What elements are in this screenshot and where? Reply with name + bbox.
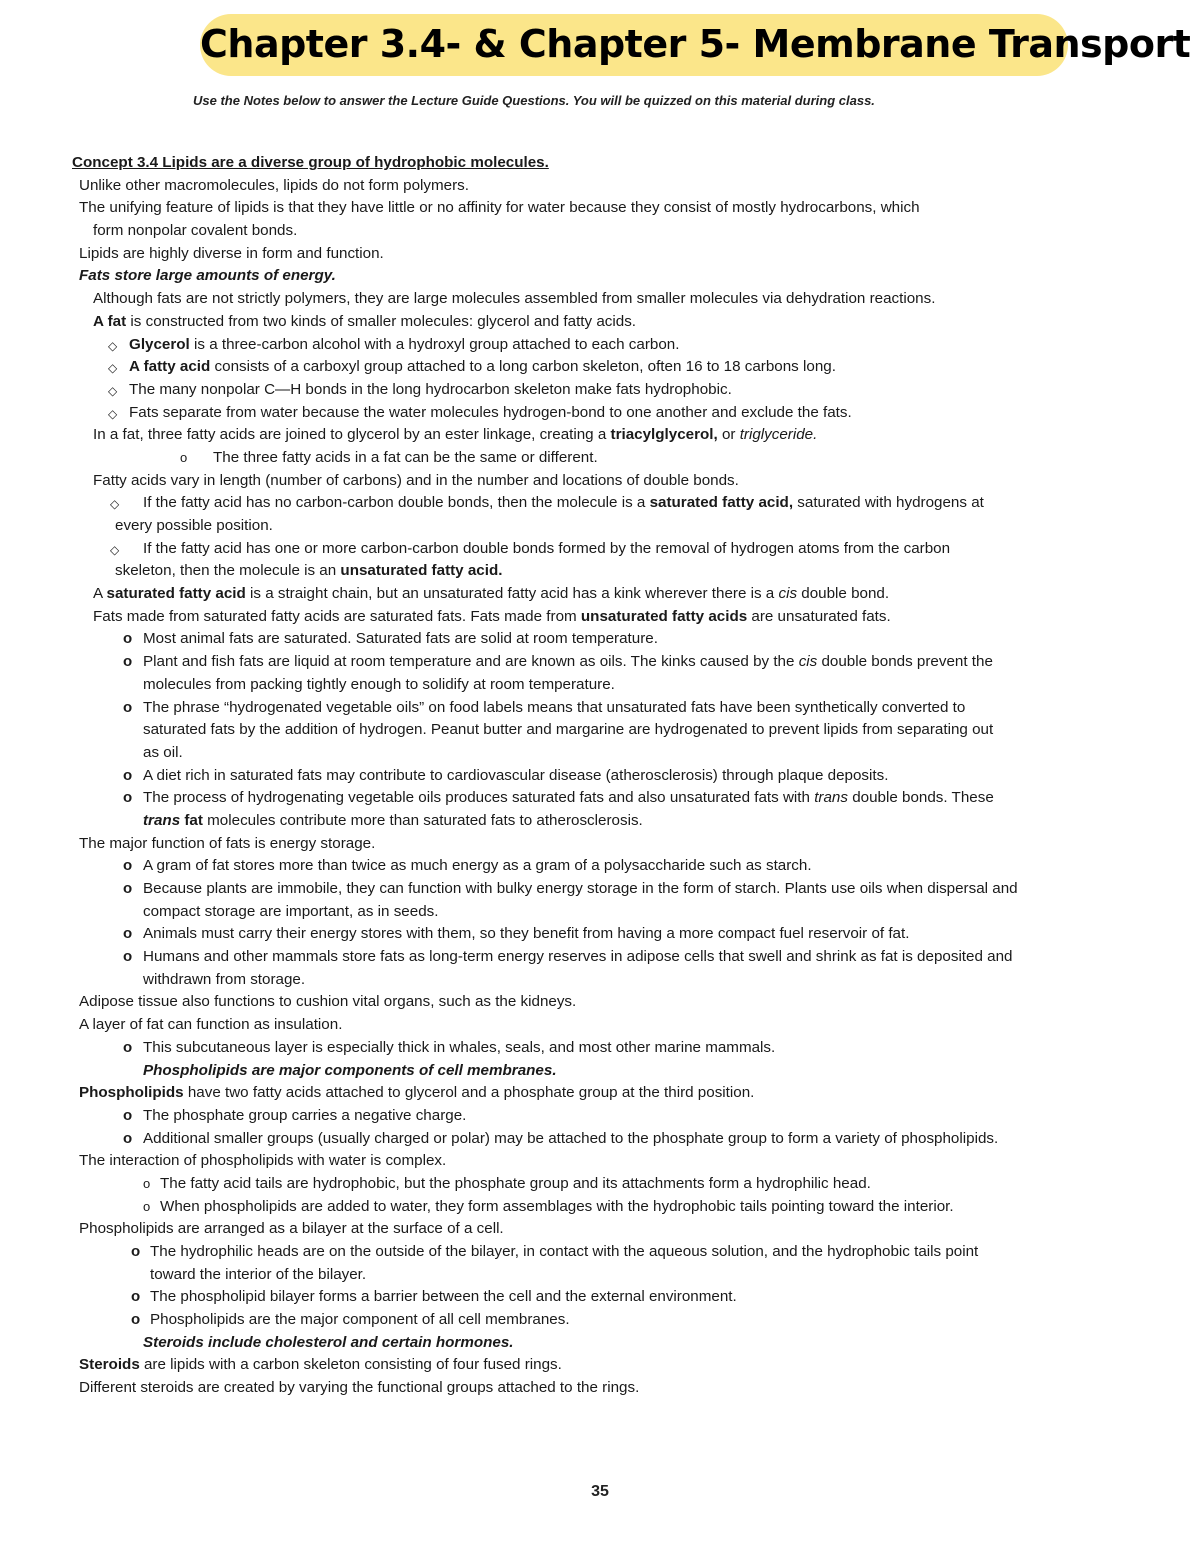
note-text: The hydrophilic heads are on the outside of the bilayer, in contact with the aqueous solution, and the hydrophobic tails point [150,1243,979,1260]
note-text: Although fats are not strictly polymers, they are large molecules assembled from smaller molecules via dehydration reactions. [93,290,936,308]
note-text: Fatty acids vary in length (number of carbons) and in the number and locations of double bonds. [93,471,739,489]
bullet-marker: o [143,1175,151,1191]
note-line [0,334,1200,357]
bullet-marker: o [131,1243,141,1260]
bullet-marker: ◇ [108,361,118,376]
note-text: Plant and fish fats are liquid at room temperature and are known as oils. The kinks caused by the cis double bonds prevent the [143,653,993,671]
note-line [0,152,1200,175]
note-text: When phospholipids are added to water, they form assemblages with the hydrophobic tails pointing toward the interior. [160,1197,954,1215]
bullet-marker: o [143,1198,151,1214]
note-line [0,991,1200,1014]
note-text: A diet rich in saturated fats may contribute to cardiovascular disease (atherosclerosis) through plaque deposits. [143,766,889,784]
note-text: This subcutaneous layer is especially thick in whales, seals, and most other marine mammals. [143,1038,776,1056]
note-line [0,651,1200,674]
note-line [0,833,1200,856]
note-line [0,1150,1200,1173]
note-line [0,447,1200,470]
bullet-marker: ◇ [108,383,118,398]
bullet-marker: o [123,948,133,966]
note-text: Fats made from saturated fatty acids are saturated fats. Fats made from unsaturated fatty acids are unsaturated fats. [93,607,891,625]
note-text: The three fatty acids in a fat can be the same or different. [213,448,598,466]
note-text: The process of hydrogenating vegetable oils produces saturated fats and also unsaturated fats with trans double bonds. These [143,789,994,807]
note-line [0,1218,1200,1241]
note-line [0,1286,1200,1309]
note-text: Because plants are immobile, they can function with bulky energy storage in the form of starch. Plants use oils when dispersal and [143,880,1018,897]
note-text: If the fatty acid has one or more carbon-carbon double bonds formed by the removal of hydrogen atoms from the carbon [143,539,951,557]
note-line [0,356,1200,379]
note-line [0,379,1200,402]
note-text: Phospholipids have two fatty acids attached to glycerol and a phosphate group at the third position. [79,1084,755,1102]
note-text: The unifying feature of lipids is that they have little or no affinity for water because they consist of mostly hydrocarbons, which [79,199,920,217]
note-text: compact storage are important, as in seeds. [143,902,439,920]
bullet-marker: o [123,766,133,784]
note-line [0,765,1200,788]
note-line [0,424,1200,447]
note-text: The interaction of phospholipids with water is complex. [79,1152,447,1170]
note-line [0,470,1200,493]
note-line [0,311,1200,334]
note-text: The phrase “hydrogenated vegetable oils” on food labels means that unsaturated fats have been synthetically converted to [143,698,966,716]
note-text: toward the interior of the bilayer. [150,1265,367,1283]
note-text: A saturated fatty acid is a straight chain, but an unsaturated fatty acid has a kink wherever there is a cis double bond. [93,585,890,603]
note-text: Humans and other mammals store fats as long-term energy reserves in adipose cells that swell and shrink as fat is deposited and [143,948,1013,966]
note-line [0,628,1200,651]
page-title: Chapter 3.4- & Chapter 5- Membrane Transport [200,22,1191,66]
note-text: saturated fats by the addition of hydrogen. Peanut butter and margarine are hydrogenated to prevent lipids from separating out [143,721,994,739]
note-line [0,1173,1200,1196]
note-text: Fats separate from water because the water molecules hydrogen-bond to one another and exclude the fats. [129,403,852,421]
note-text: skeleton, then the molecule is an unsaturated fatty acid. [115,562,503,580]
note-text: The phospholipid bilayer forms a barrier between the cell and the external environment. [150,1288,737,1306]
bullet-marker: o [123,653,133,671]
title-banner [200,14,1191,76]
bullet-marker: o [123,698,133,716]
section-heading: Concept 3.4 Lipids are a diverse group of hydrophobic molecules. [72,154,549,171]
note-line [0,1241,1200,1264]
note-text: Most animal fats are saturated. Saturated fats are solid at room temperature. [143,630,658,648]
note-line [0,1014,1200,1037]
note-text: The many nonpolar C—H bonds in the long hydrocarbon skeleton make fats hydrophobic. [129,380,732,398]
note-line [0,1105,1200,1128]
bullet-marker: o [123,1129,133,1147]
note-line [0,946,1200,969]
bullet-marker: ◇ [110,542,120,557]
note-line [0,1060,1200,1083]
note-text: trans fat molecules contribute more than saturated fats to atherosclerosis. [143,811,643,829]
bullet-marker: o [123,857,133,875]
note-text: every possible position. [115,517,273,534]
note-text: molecules from packing tightly enough to solidify at room temperature. [143,675,615,693]
bullet-marker: o [123,925,133,943]
note-text: The phosphate group carries a negative charge. [143,1106,467,1124]
note-line [0,1309,1200,1332]
note-text: form nonpolar covalent bonds. [93,222,298,240]
note-line [0,697,1200,720]
bullet-marker: o [131,1311,141,1329]
instructions: Use the Notes below to answer the Lecture Guide Questions. You will be quizzed on this material during class. [193,93,875,108]
bullet-marker: o [123,630,133,648]
note-line [0,878,1200,901]
note-line [0,742,1200,765]
note-text: as oil. [143,743,183,761]
note-line [0,402,1200,425]
bullet-marker: o [123,880,133,897]
note-text: Steroids are lipids with a carbon skeleton consisting of four fused rings. [79,1356,562,1374]
note-line [0,901,1200,924]
note-line [0,197,1200,220]
note-text: The major function of fats is energy storage. [79,834,376,852]
note-text: Different steroids are created by varying the functional groups attached to the rings. [79,1379,640,1397]
bullet-marker: ◇ [108,338,118,353]
note-line [0,1332,1200,1355]
note-line [0,606,1200,629]
bullet-marker: ◇ [108,406,118,421]
note-line [0,175,1200,198]
note-text: Glycerol is a three-carbon alcohol with a hydroxyl group attached to each carbon. [129,335,680,353]
note-text: If the fatty acid has no carbon-carbon double bonds, then the molecule is a saturated fatty acid, saturated with hydrogens at [143,494,984,512]
note-text: withdrawn from storage. [143,970,306,988]
note-text: A gram of fat stores more than twice as much energy as a gram of a polysaccharide such as starch. [143,857,812,875]
note-line [0,538,1200,561]
bullet-marker: o [180,449,188,465]
note-text: Animals must carry their energy stores with them, so they benefit from having a more compact fuel reservoir of fat. [143,925,910,943]
note-line [0,1082,1200,1105]
bullet-marker: o [123,1038,133,1056]
note-line [0,243,1200,266]
note-line [0,560,1200,583]
note-text: A fat is constructed from two kinds of smaller molecules: glycerol and fatty acids. [93,312,637,330]
subheading: Fats store large amounts of energy. [79,267,336,285]
note-text: Additional smaller groups (usually charged or polar) may be attached to the phosphate group to form a variety of phospholipids. [143,1129,999,1147]
bullet-marker: o [131,1288,141,1306]
note-line [0,1128,1200,1151]
page-number: 35 [591,1483,609,1500]
note-line [0,265,1200,288]
note-line [0,810,1200,833]
note-text: A layer of fat can function as insulation. [79,1016,343,1034]
note-line [0,288,1200,311]
note-line [0,1377,1200,1400]
note-line [0,1264,1200,1287]
note-line [0,515,1200,538]
note-text: Phospholipids are arranged as a bilayer at the surface of a cell. [79,1220,504,1238]
bullet-marker: o [123,1106,133,1124]
subheading: Steroids include cholesterol and certain hormones. [143,1333,514,1351]
note-line [0,1037,1200,1060]
note-text: Adipose tissue also functions to cushion vital organs, such as the kidneys. [79,993,577,1011]
bullet-marker: o [123,789,133,807]
note-line [0,719,1200,742]
subheading: Phospholipids are major components of cell membranes. [143,1061,557,1079]
note-line [0,923,1200,946]
bullet-marker: ◇ [110,497,120,512]
note-line [0,220,1200,243]
note-text: Unlike other macromolecules, lipids do not form polymers. [79,176,469,194]
note-line [0,787,1200,810]
note-line [0,1196,1200,1219]
note-text: Lipids are highly diverse in form and function. [79,244,384,262]
note-line [0,969,1200,992]
note-text: Phospholipids are the major component of all cell membranes. [150,1311,570,1329]
notes-body [0,152,1200,1400]
note-text: The fatty acid tails are hydrophobic, but the phosphate group and its attachments form a hydrophilic head. [160,1174,871,1192]
note-text: A fatty acid consists of a carboxyl group attached to a long carbon skeleton, often 16 to 18 carbons long. [129,358,836,376]
note-line [0,855,1200,878]
note-text: In a fat, three fatty acids are joined to glycerol by an ester linkage, creating a triacylglycerol, or triglyceride. [93,426,818,444]
note-line [0,583,1200,606]
note-line [0,492,1200,515]
note-line [0,674,1200,697]
note-line [0,1354,1200,1377]
